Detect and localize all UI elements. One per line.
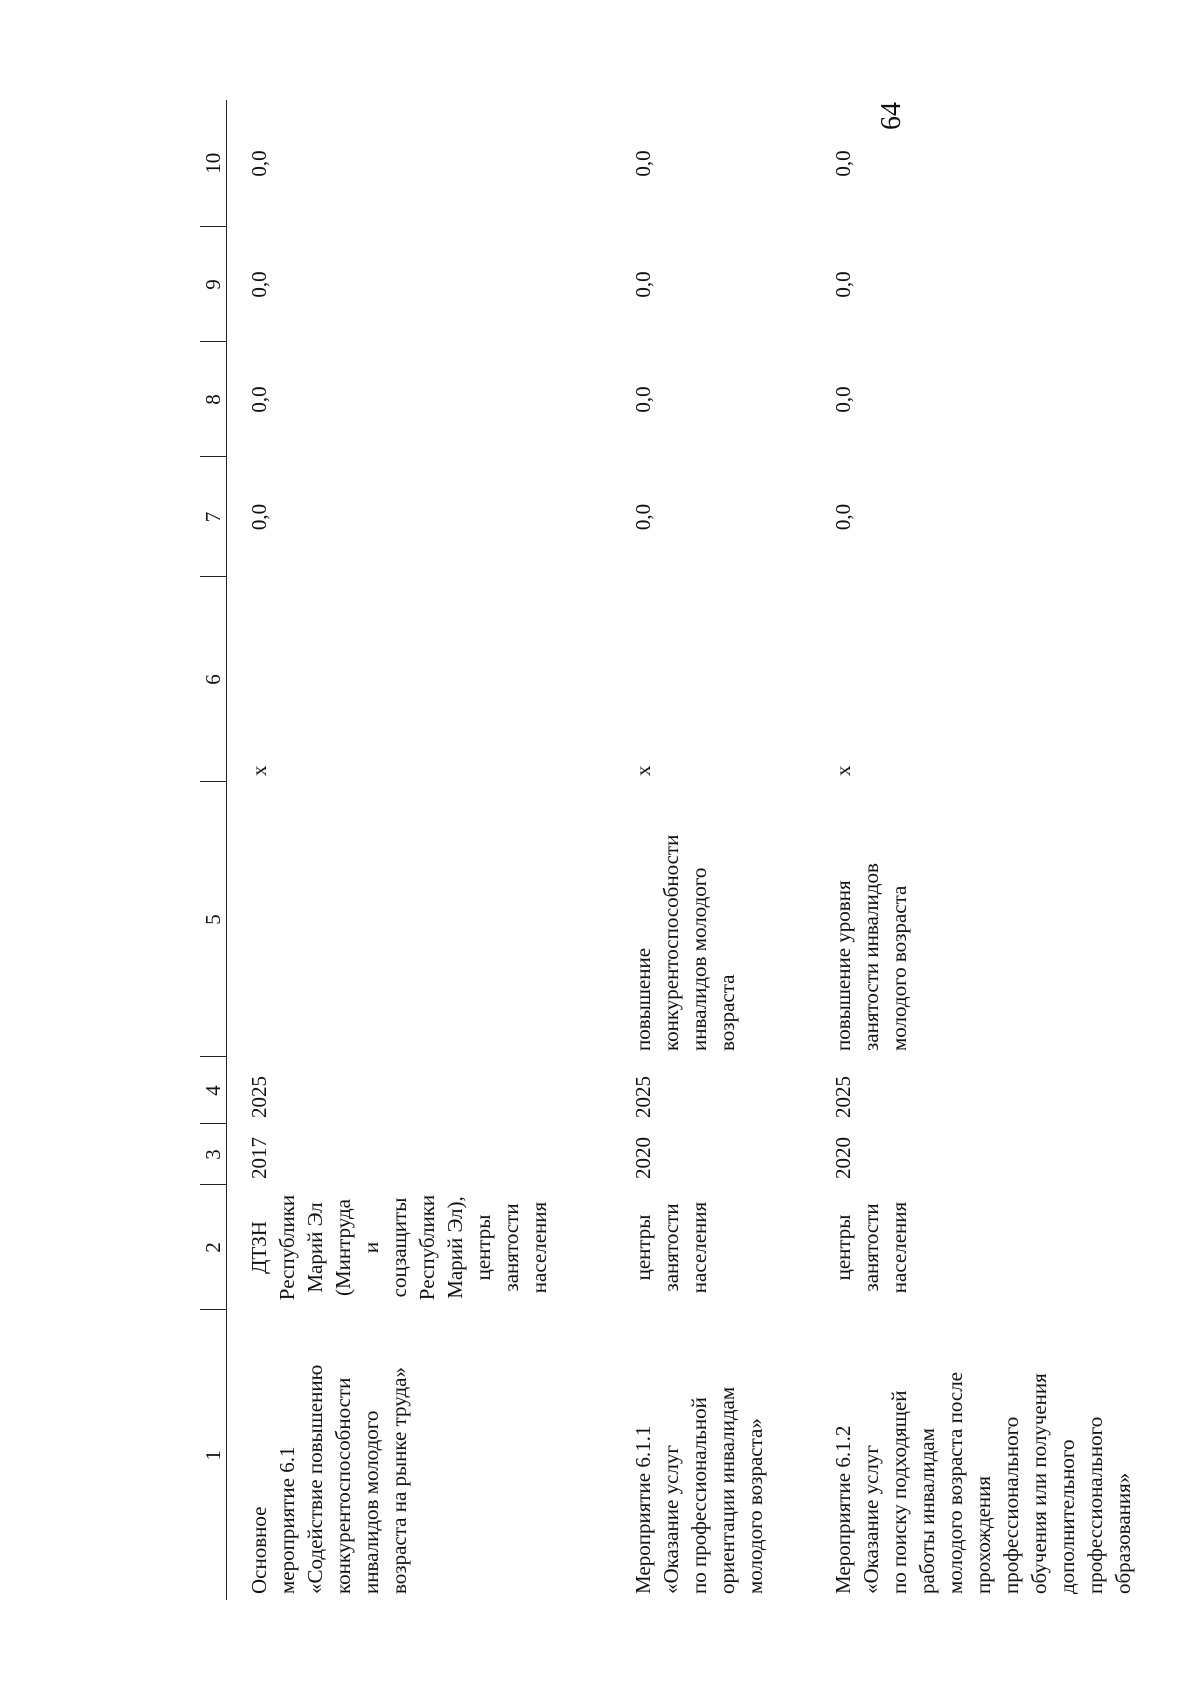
measure-title: Основное мероприятие 6.1 «Содействие повышению конкурентоспособности инвалидов молодого возраста на рынке труда» [247,1364,411,1594]
value-col-8: 0,0 [631,386,655,413]
value-col-10: 0,0 [831,150,855,177]
indicator-link: х [831,765,855,776]
column-header-1: 1 [200,1310,227,1600]
column-header-7: 7 [200,457,227,577]
table-row [819,100,1187,1600]
end-year: 2025 [831,1076,855,1118]
expected-result: повышение конкурентоспособности инвалидов молодого возраста [631,834,739,1051]
measure-title: Мероприятие 6.1.2 «Оказание услуг по поиску подходящей работы инвалидам молодого возраста после прохождения профессионального обучения или получения дополнительного профессионального образования» [831,1371,1135,1594]
value-col-8: 0,0 [247,386,271,413]
column-header-6: 6 [200,577,227,782]
column-header-8: 8 [200,342,227,457]
column-header-10: 10 [200,100,227,227]
start-year: 2020 [631,1137,655,1179]
column-header-9: 9 [200,227,227,342]
start-year: 2017 [247,1137,271,1179]
indicator-link: х [631,765,655,776]
measure-title: Мероприятие 6.1.1 «Оказание услуг по профессиональной ориентации инвалидам молодого возраста» [631,1386,767,1594]
value-col-9: 0,0 [831,271,855,298]
indicator-link: х [247,765,271,776]
value-col-10: 0,0 [631,150,655,177]
header-row [200,100,227,1600]
table-row [603,100,819,1600]
program-table [200,100,1187,1600]
value-col-7: 0,0 [247,503,271,531]
expected-result: повышение уровня занятости инвалидов молодого возраста [831,863,911,1051]
responsible-executor: центры занятости населения [631,1201,711,1294]
value-col-7: 0,0 [631,503,655,531]
column-header-2: 2 [200,1185,227,1310]
end-year: 2025 [631,1076,655,1118]
column-header-3: 3 [200,1124,227,1185]
rotated-table-page [200,100,1135,1600]
end-year: 2025 [247,1076,271,1118]
value-col-10: 0,0 [247,150,271,177]
value-col-7: 0,0 [831,503,855,531]
responsible-executor: центры занятости населения [831,1201,911,1294]
table-row [227,100,604,1600]
value-col-8: 0,0 [831,386,855,413]
responsible-executor: ДТЗН Республики Марий Эл (Минтруда и соцзащиты Республики Марий Эл), центры занятости населения [247,1194,551,1301]
column-header-4: 4 [200,1057,227,1124]
column-header-5: 5 [200,782,227,1057]
value-col-9: 0,0 [247,271,271,298]
start-year: 2020 [831,1137,855,1179]
page-number: 64 [876,102,907,130]
value-col-9: 0,0 [631,271,655,298]
